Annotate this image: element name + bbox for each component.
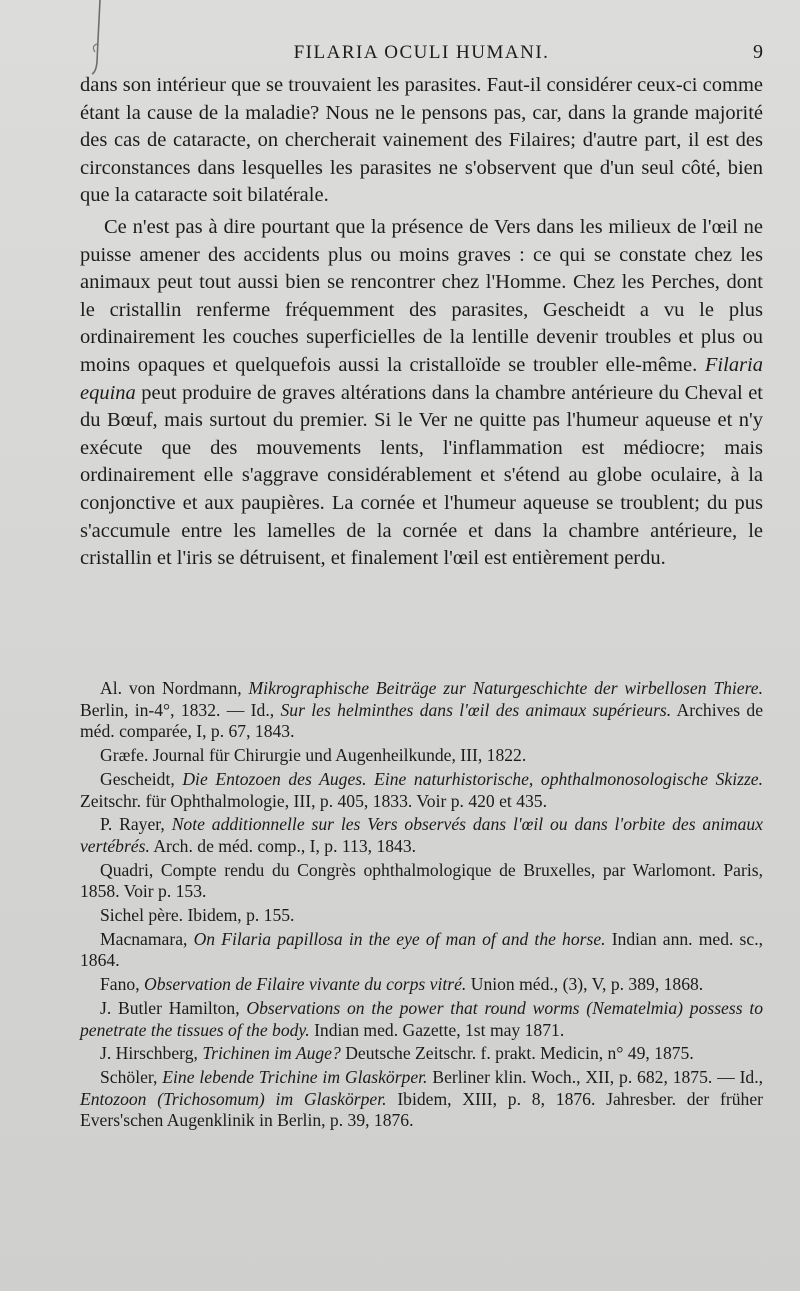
ref-title: Trichinen im Auge? xyxy=(202,1043,341,1064)
bibliography xyxy=(80,678,763,1134)
ref-title: Observation de Filaire vivante du corps vitré. xyxy=(144,974,467,995)
ref-text: Sichel père. Ibidem, p. 155. xyxy=(100,905,295,926)
ref-title: Eine lebende Trichine im Glaskörper. xyxy=(162,1066,428,1087)
paragraph-1: dans son intérieur que se trouvaient les parasites. Faut-il considérer ceux-ci comme étant la cause de la maladie? Nous ne le pensons pas, car, dans la grande majorité des cas de cataracte, on chercherait vainement des Filaires; d'autre part, il est des circonstances dans lesquelles les parasites ne s'observent que d'un seul côté, bien que la cataracte soit bilatérale. xyxy=(80,74,763,207)
ref-source: Arch. de méd. comp., I, p. 113, 1843. xyxy=(153,835,417,856)
main-text xyxy=(80,72,763,573)
reference-item xyxy=(80,974,763,996)
running-header xyxy=(80,36,763,66)
paragraph-2 xyxy=(80,214,763,573)
ref-title: Die Entozoen des Auges. Eine naturhistorische, ophthalmonosologische Skizze. xyxy=(182,768,764,789)
ref-author: Al. von Nordmann, xyxy=(100,678,242,698)
ref-source: Indian ann. med. sc., 1864. xyxy=(80,928,763,971)
ref-title: On Filaria papillosa in the eye of man of and the horse. xyxy=(193,928,606,949)
reference-item xyxy=(80,998,763,1041)
reference-item xyxy=(80,1043,763,1065)
ref-author: J. Butler Hamilton, xyxy=(100,997,240,1018)
ref-author: J. Hirschberg, xyxy=(100,1043,198,1064)
ref-author: Fano, xyxy=(100,974,140,995)
ref-text: Quadri, Compte rendu du Congrès ophthalmologique de Bruxelles, par Warlomont. Paris, 1858. Voir p. 153. xyxy=(80,859,763,902)
reference-item xyxy=(80,1067,763,1132)
paragraph-2-part-b: peut produire de graves altérations dans la chambre antérieure du Cheval et du Bœuf, mais surtout du premier. Si le Ver ne quitte pas l'humeur aqueuse et n'y exécute que des mouvements lents, l'inflammation est médiocre; mais ordinairement elle s'aggrave considérablement et s'étend au globe oculaire, à la conjonctive et aux paupières. La cornée et l'humeur aqueuse se troublent; du pus s'accumule entre les lamelles de la cornée et dans la chambre antérieure, le cristallin et l'iris se détruisent, et finalement l'œil est entièrement perdu. xyxy=(80,381,764,570)
reference-item xyxy=(80,929,763,972)
ref-source: Zeitschr. für Ophthalmologie, III, p. 405, 1833. Voir p. 420 et 435. xyxy=(80,790,547,811)
page-number: 9 xyxy=(753,41,763,63)
ref-author: P. Rayer, xyxy=(100,814,165,835)
species-name: Filaria equina xyxy=(80,353,763,404)
ref-source: Berliner klin. Woch., XII, p. 682, 1875. — Id., xyxy=(432,1066,764,1087)
reference-item xyxy=(80,678,763,743)
ref-source: Deutsche Zeitschr. f. prakt. Medicin, n° 49, 1875. xyxy=(345,1043,694,1064)
reference-item xyxy=(80,769,763,812)
ref-source: Union méd., (3), V, p. 389, 1868. xyxy=(470,974,704,995)
reference-item xyxy=(80,814,763,857)
ref-text: Græfe. Journal für Chirurgie und Augenheilkunde, III, 1822. xyxy=(100,745,527,766)
ref-title: Observations on the power that round worms (Nematelmia) possess to penetrate the tissues of the body. xyxy=(80,997,764,1040)
ref-title: Mikrographische Beiträge zur Naturgeschichte der wirbellosen Thiere. xyxy=(248,678,763,698)
ref-title-2: Entozoon (Trichosomum) im Glaskörper. xyxy=(80,1088,387,1109)
ref-source: Berlin, in-4°, 1832. — Id., xyxy=(80,699,275,720)
ref-title: Note additionnelle sur les Vers observés dans l'œil ou dans l'orbite des animaux vertébrés. xyxy=(80,814,763,856)
reference-item xyxy=(80,905,763,927)
ref-source: Indian med. Gazette, 1st may 1871. xyxy=(314,1019,565,1040)
ref-author: Macnamara, xyxy=(100,928,188,949)
reference-item xyxy=(80,860,763,903)
ref-author: Gescheidt, xyxy=(100,768,175,789)
reference-item xyxy=(80,745,763,767)
paragraph-2-part-a: Ce n'est pas à dire pourtant que la présence de Vers dans les milieux de l'œil ne puisse amener des accidents plus ou moins graves : ce qui se constate chez les animaux peut tout aussi bien se rencontrer chez l'Homme. Chez les Perches, dont le cristallin renferme fréquemment des parasites, Gescheidt a vu le plus ordinairement les couches superficielles de la lentille devenir troubles et plus ou moins opaques et quelquefois aussi la cristalloïde se troubler elle-même. xyxy=(80,215,763,376)
running-title: FILARIA OCULI HUMANI. xyxy=(293,42,550,63)
ref-title-2: Sur les helminthes dans l'œil des animaux supérieurs. xyxy=(280,699,672,720)
ref-author: Schöler, xyxy=(100,1066,158,1087)
ref-source-2: Ibidem, XIII, p. 8, 1876. Jahresber. der früher Evers'schen Augenklinik in Berlin, p. 39, 1876. xyxy=(80,1088,764,1131)
ref-source-2: Archives de méd. comparée, I, p. 67, 1843. xyxy=(80,699,763,742)
